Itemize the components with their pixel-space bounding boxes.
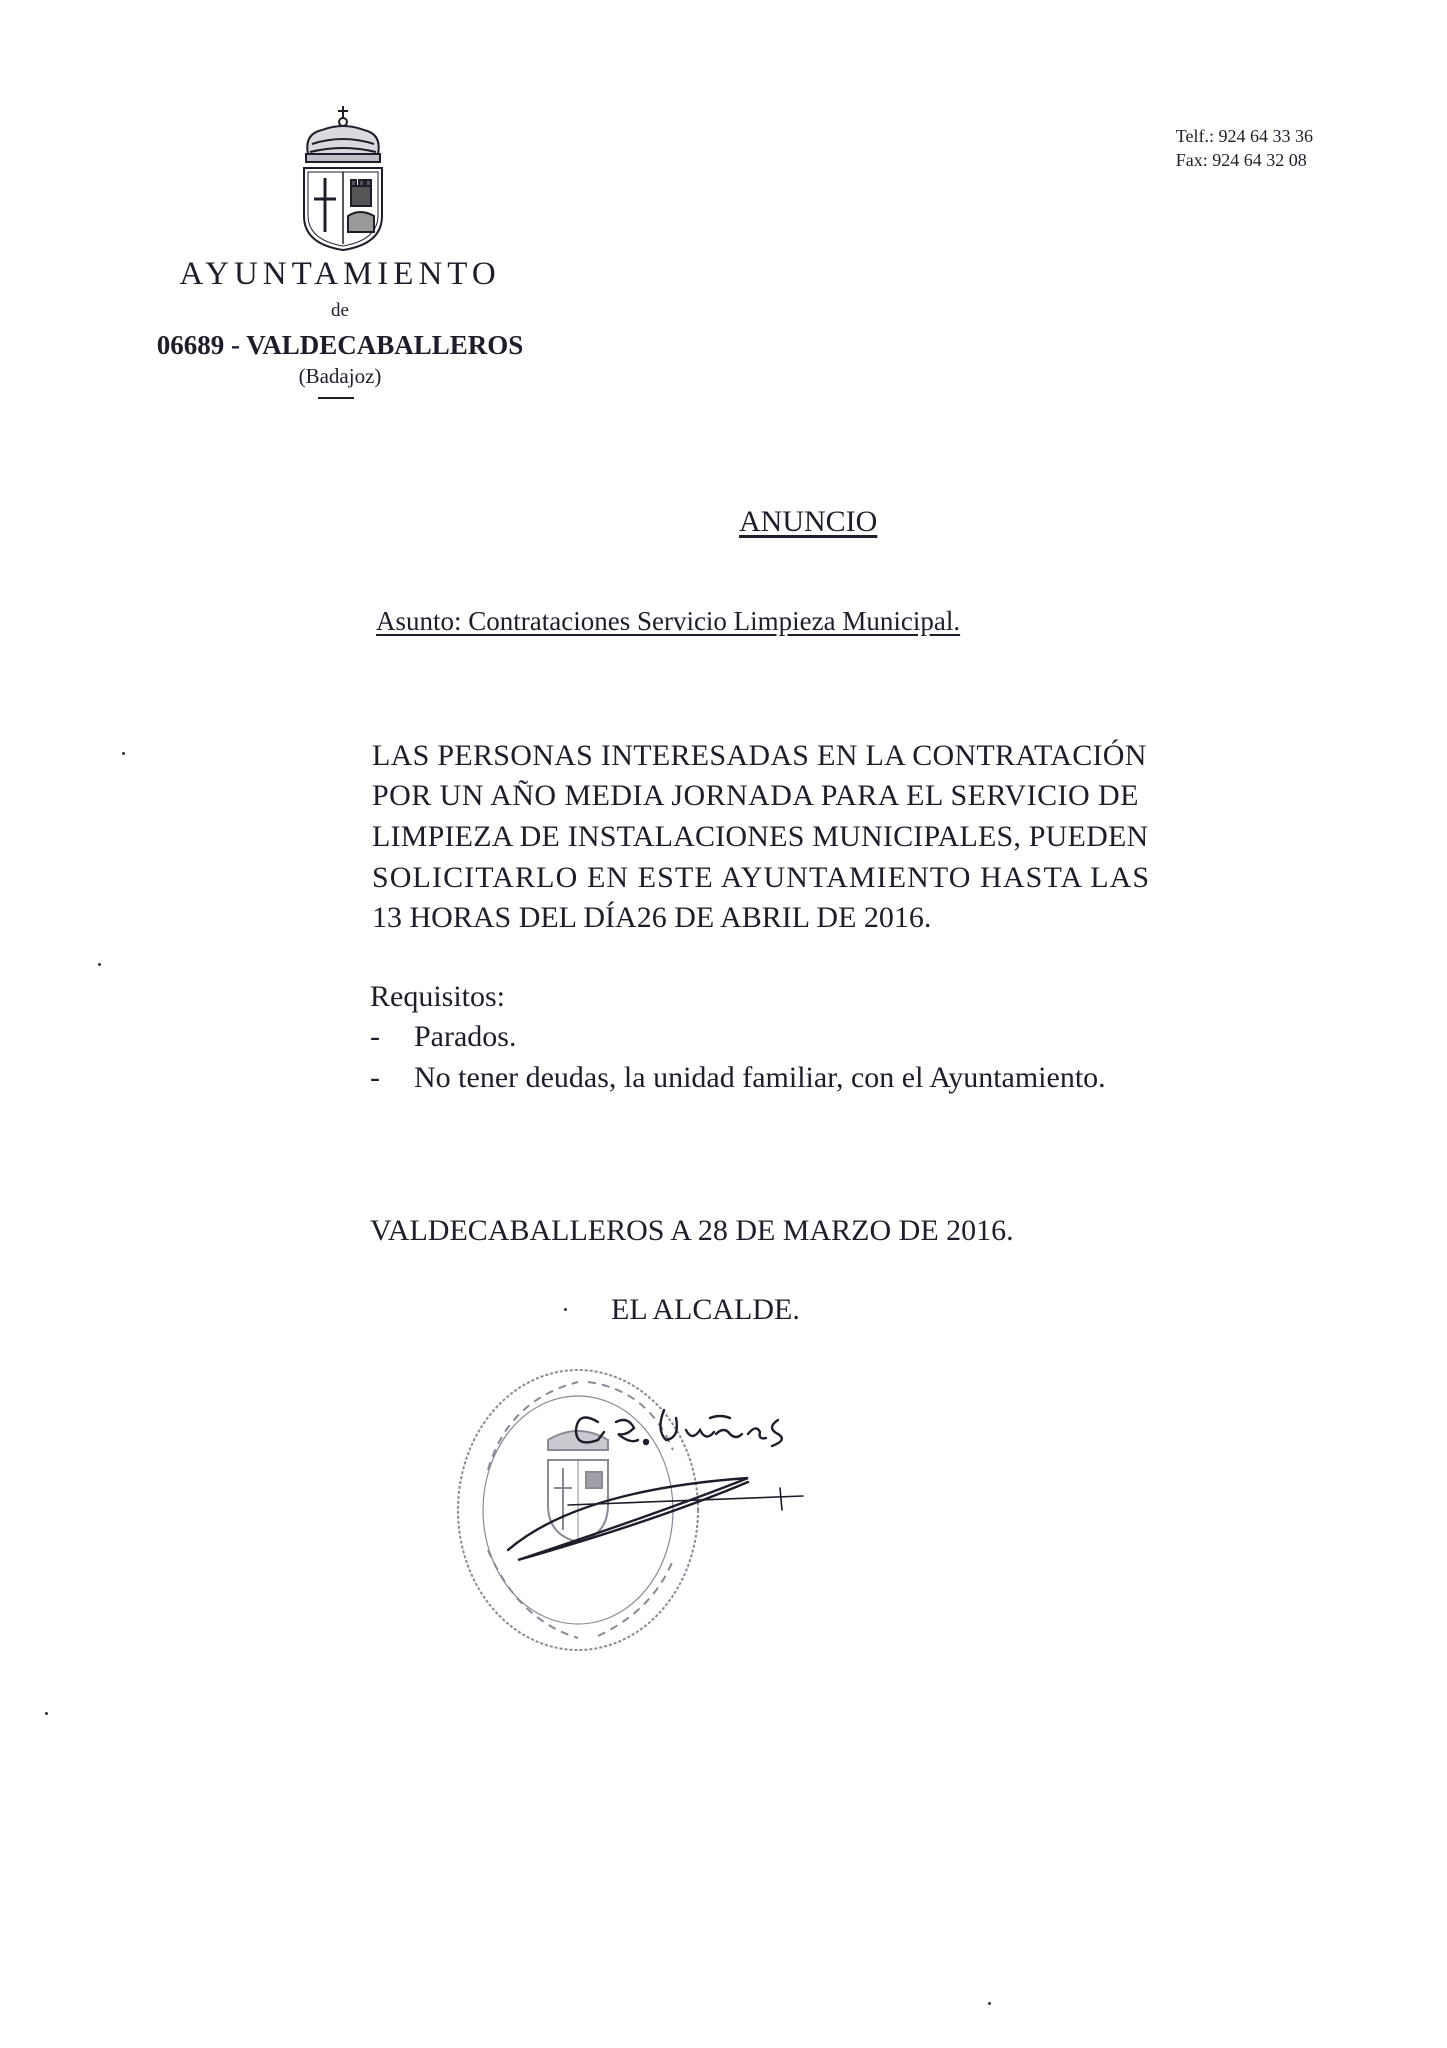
- requirement-item: [370, 1061, 1106, 1095]
- org-town: 06689 - VALDECABALLEROS: [156, 330, 524, 360]
- coat-of-arms-icon: [288, 104, 398, 254]
- list-dash: -: [370, 1020, 380, 1053]
- header-divider: [318, 397, 354, 399]
- scan-speck: [564, 1308, 567, 1311]
- body-line: LIMPIEZA DE INSTALACIONES MUNICIPALES, PUEDEN: [372, 820, 1149, 853]
- org-name: AYUNTAMIENTO: [179, 256, 501, 292]
- requirement-item: [370, 1020, 516, 1054]
- org-province: (Badajoz): [298, 364, 382, 388]
- signer-title: EL ALCALDE.: [611, 1293, 800, 1326]
- official-seal-icon: [448, 1360, 878, 1660]
- body-line: SOLICITARLO EN ESTE AYUNTAMIENTO HASTA LAS: [372, 861, 1151, 894]
- phone-number: Telf.: 924 64 33 36: [1175, 126, 1313, 146]
- body-line: LAS PERSONAS INTERESADAS EN LA CONTRATACIÓN: [372, 739, 1147, 772]
- scan-speck: [122, 752, 125, 755]
- scan-speck: [45, 1712, 48, 1715]
- requirements-label: Requisitos:: [370, 980, 506, 1013]
- date-line: VALDECABALLEROS A 28 DE MARZO DE 2016.: [370, 1214, 1014, 1247]
- notice-subject: Asunto: Contrataciones Servicio Limpieza Municipal.: [376, 606, 961, 636]
- notice-title: ANUNCIO: [739, 505, 878, 538]
- body-line: 13 HORAS DEL DÍA26 DE ABRIL DE 2016.: [372, 901, 932, 934]
- contact-block: [1176, 124, 1313, 172]
- list-dash: -: [370, 1061, 380, 1094]
- body-line: POR UN AÑO MEDIA JORNADA PARA EL SERVICIO DE: [372, 779, 1139, 812]
- scan-speck: [98, 963, 101, 966]
- org-de: de: [331, 300, 349, 321]
- requirement-text: No tener deudas, la unidad familiar, con el Ayuntamiento.: [414, 1061, 1106, 1094]
- scan-speck: [988, 2002, 991, 2005]
- fax-number: Fax: 924 64 32 08: [1175, 150, 1307, 170]
- requirement-text: Parados.: [414, 1020, 517, 1053]
